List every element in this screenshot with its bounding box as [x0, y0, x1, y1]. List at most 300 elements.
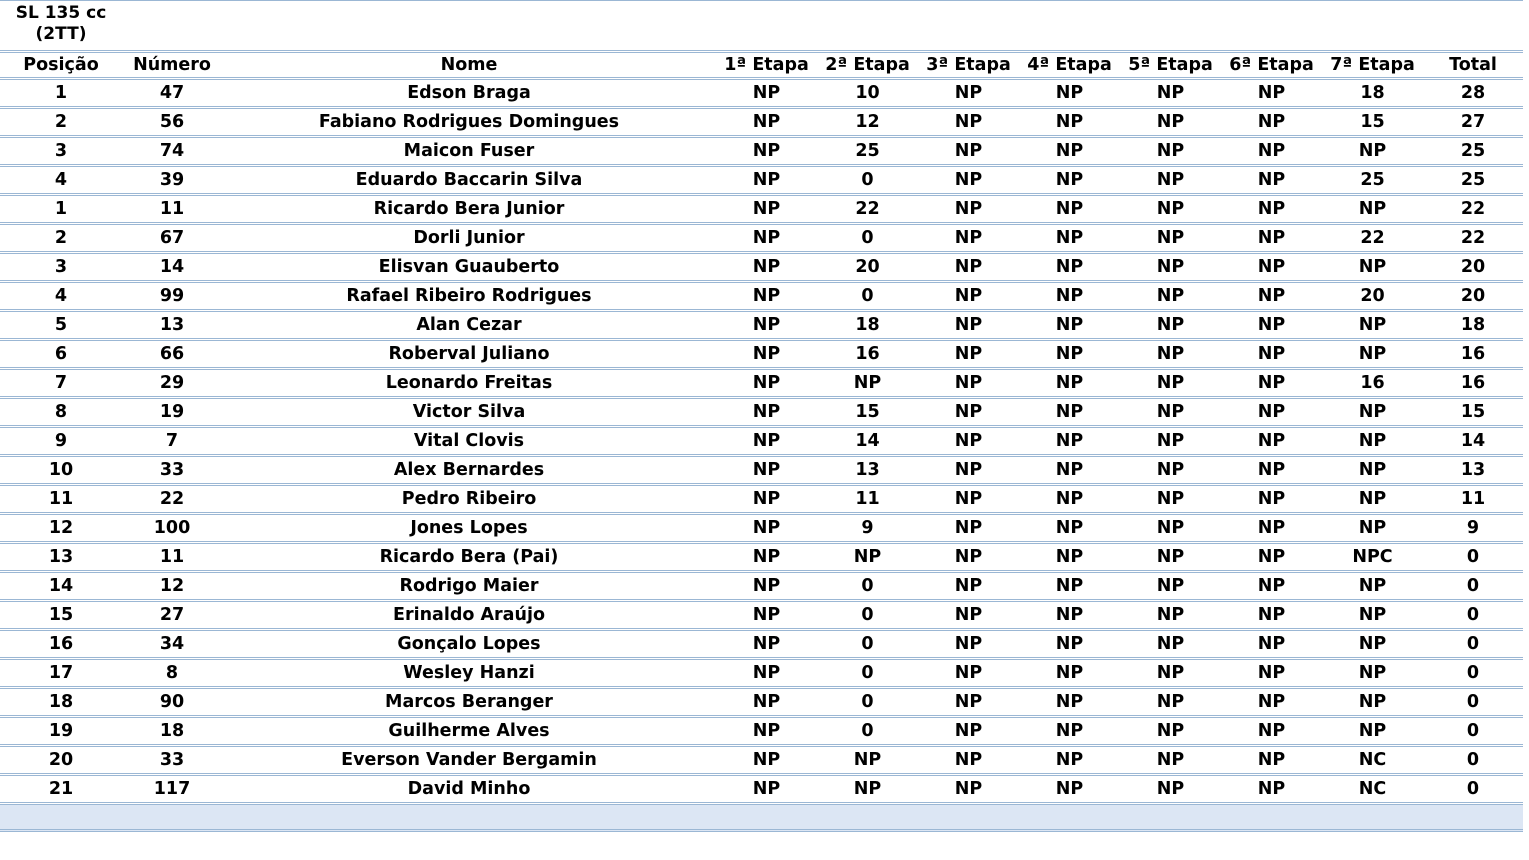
etapa-5-cell: NP [1156, 401, 1185, 422]
etapa-2-cell: 0 [861, 575, 874, 596]
etapa-7-cell: NPC [1352, 546, 1393, 567]
total-cell: 25 [1460, 140, 1486, 161]
posicao-cell: 14 [48, 575, 74, 596]
etapa-6-cell: NP [1257, 778, 1286, 799]
header-nome: Nome [440, 54, 498, 75]
etapa-5-cell: NP [1156, 691, 1185, 712]
nome-cell: David Minho [407, 778, 531, 799]
total-cell: 28 [1460, 82, 1486, 103]
etapa-4-cell: NP [1055, 285, 1084, 306]
numero-cell: 66 [159, 343, 185, 364]
nome-cell: Marcos Beranger [385, 691, 553, 712]
etapa-2-cell: 0 [861, 227, 874, 248]
etapa-2-cell: 0 [861, 662, 874, 683]
total-cell: 20 [1460, 256, 1486, 277]
posicao-cell: 17 [48, 662, 74, 683]
total-cell: 13 [1460, 459, 1486, 480]
table-row [0, 109, 1523, 138]
etapa-1-cell: NP [752, 575, 781, 596]
total-cell: 22 [1460, 198, 1486, 219]
etapa-6-cell: NP [1257, 140, 1286, 161]
etapa-2-cell: 25 [855, 140, 880, 161]
etapa-5-cell: NP [1156, 82, 1185, 103]
etapa-2-cell: NP [853, 778, 882, 799]
table-row [0, 370, 1523, 399]
total-cell: 22 [1460, 227, 1486, 248]
etapa-3-cell: NP [954, 169, 983, 190]
etapa-7-cell: NP [1358, 575, 1387, 596]
etapa-6-cell: NP [1257, 169, 1286, 190]
numero-cell: 19 [159, 401, 185, 422]
table-row [0, 312, 1523, 341]
etapa-5-cell: NP [1156, 546, 1185, 567]
header-etapa-2: 2ª Etapa [825, 54, 910, 75]
etapa-2-cell: NP [853, 749, 882, 770]
table-row [0, 718, 1523, 747]
etapa-6-cell: NP [1257, 198, 1286, 219]
etapa-1-cell: NP [752, 256, 781, 277]
etapa-2-cell: 14 [855, 430, 880, 451]
numero-cell: 67 [159, 227, 185, 248]
table-row [0, 138, 1523, 167]
header-etapa-1: 1ª Etapa [724, 54, 809, 75]
posicao-cell: 1 [54, 198, 68, 219]
etapa-3-cell: NP [954, 546, 983, 567]
etapa-6-cell: NP [1257, 633, 1286, 654]
table-row [0, 341, 1523, 370]
table-row [0, 776, 1523, 805]
etapa-5-cell: NP [1156, 198, 1185, 219]
numero-cell: 47 [159, 82, 185, 103]
etapa-5-cell: NP [1156, 517, 1185, 538]
numero-cell: 29 [159, 372, 185, 393]
etapa-4-cell: NP [1055, 256, 1084, 277]
numero-cell: 39 [159, 169, 185, 190]
etapa-1-cell: NP [752, 140, 781, 161]
etapa-2-cell: 18 [855, 314, 880, 335]
numero-cell: 7 [165, 430, 179, 451]
etapa-5-cell: NP [1156, 111, 1185, 132]
total-cell: 27 [1460, 111, 1486, 132]
etapa-1-cell: NP [752, 227, 781, 248]
etapa-5-cell: NP [1156, 314, 1185, 335]
etapa-3-cell: NP [954, 111, 983, 132]
table-row [0, 254, 1523, 283]
etapa-4-cell: NP [1055, 691, 1084, 712]
header-etapa-6: 6ª Etapa [1229, 54, 1314, 75]
etapa-2-cell: 15 [855, 401, 880, 422]
etapa-3-cell: NP [954, 575, 983, 596]
total-cell: 0 [1466, 662, 1480, 683]
etapa-2-cell: NP [853, 372, 882, 393]
nome-cell: Maicon Fuser [403, 140, 535, 161]
nome-cell: Eduardo Baccarin Silva [355, 169, 583, 190]
total-cell: 14 [1460, 430, 1486, 451]
etapa-2-cell: 12 [855, 111, 880, 132]
table-row [0, 515, 1523, 544]
etapa-1-cell: NP [752, 749, 781, 770]
total-cell: 15 [1460, 401, 1486, 422]
etapa-2-cell: 0 [861, 604, 874, 625]
etapa-1-cell: NP [752, 459, 781, 480]
etapa-4-cell: NP [1055, 604, 1084, 625]
total-cell: 18 [1460, 314, 1486, 335]
table-row [0, 167, 1523, 196]
table-row [0, 631, 1523, 660]
table-row [0, 457, 1523, 486]
etapa-7-cell: NP [1358, 691, 1387, 712]
etapa-4-cell: NP [1055, 82, 1084, 103]
table-row [0, 573, 1523, 602]
etapa-3-cell: NP [954, 488, 983, 509]
table-row [0, 689, 1523, 718]
table-row [0, 196, 1523, 225]
etapa-5-cell: NP [1156, 633, 1185, 654]
posicao-cell: 4 [54, 285, 68, 306]
etapa-6-cell: NP [1257, 720, 1286, 741]
header-row [0, 50, 1523, 80]
etapa-7-cell: NP [1358, 430, 1387, 451]
etapa-5-cell: NP [1156, 662, 1185, 683]
etapa-4-cell: NP [1055, 430, 1084, 451]
etapa-1-cell: NP [752, 691, 781, 712]
etapa-3-cell: NP [954, 82, 983, 103]
etapa-7-cell: NP [1358, 314, 1387, 335]
posicao-cell: 9 [54, 430, 68, 451]
etapa-6-cell: NP [1257, 285, 1286, 306]
etapa-4-cell: NP [1055, 720, 1084, 741]
total-cell: 0 [1466, 691, 1480, 712]
etapa-4-cell: NP [1055, 169, 1084, 190]
posicao-cell: 2 [54, 111, 68, 132]
etapa-6-cell: NP [1257, 343, 1286, 364]
etapa-2-cell: 9 [861, 517, 874, 538]
etapa-1-cell: NP [752, 778, 781, 799]
etapa-5-cell: NP [1156, 488, 1185, 509]
etapa-4-cell: NP [1055, 140, 1084, 161]
nome-cell: Alan Cezar [416, 314, 522, 335]
nome-cell: Victor Silva [412, 401, 526, 422]
etapa-3-cell: NP [954, 430, 983, 451]
etapa-1-cell: NP [752, 169, 781, 190]
etapa-7-cell: NP [1358, 662, 1387, 683]
etapa-6-cell: NP [1257, 517, 1286, 538]
table-row [0, 399, 1523, 428]
numero-cell: 18 [159, 720, 185, 741]
total-cell: 0 [1466, 575, 1480, 596]
etapa-7-cell: NP [1358, 343, 1387, 364]
posicao-cell: 3 [54, 256, 68, 277]
etapa-4-cell: NP [1055, 778, 1084, 799]
numero-cell: 117 [153, 778, 191, 799]
etapa-4-cell: NP [1055, 633, 1084, 654]
etapa-6-cell: NP [1257, 111, 1286, 132]
numero-cell: 11 [159, 198, 185, 219]
numero-cell: 12 [159, 575, 185, 596]
etapa-5-cell: NP [1156, 227, 1185, 248]
etapa-5-cell: NP [1156, 372, 1185, 393]
header-etapa-3: 3ª Etapa [926, 54, 1011, 75]
nome-cell: Guilherme Alves [388, 720, 550, 741]
etapa-6-cell: NP [1257, 546, 1286, 567]
etapa-3-cell: NP [954, 691, 983, 712]
etapa-6-cell: NP [1257, 488, 1286, 509]
header-total: Total [1449, 54, 1497, 75]
etapa-3-cell: NP [954, 343, 983, 364]
etapa-5-cell: NP [1156, 575, 1185, 596]
total-cell: 0 [1466, 720, 1480, 741]
nome-cell: Leonardo Freitas [385, 372, 553, 393]
posicao-cell: 5 [54, 314, 68, 335]
header-etapa-7: 7ª Etapa [1330, 54, 1415, 75]
numero-cell: 99 [159, 285, 185, 306]
etapa-7-cell: NP [1358, 720, 1387, 741]
nome-cell: Pedro Ribeiro [401, 488, 537, 509]
etapa-2-cell: 13 [855, 459, 880, 480]
etapa-7-cell: NC [1358, 778, 1387, 799]
etapa-3-cell: NP [954, 372, 983, 393]
numero-cell: 33 [159, 749, 185, 770]
numero-cell: 11 [159, 546, 185, 567]
etapa-1-cell: NP [752, 430, 781, 451]
etapa-1-cell: NP [752, 285, 781, 306]
etapa-5-cell: NP [1156, 285, 1185, 306]
etapa-7-cell: NP [1358, 604, 1387, 625]
etapa-7-cell: NC [1358, 749, 1387, 770]
etapa-7-cell: 20 [1360, 285, 1385, 306]
etapa-1-cell: NP [752, 343, 781, 364]
etapa-6-cell: NP [1257, 459, 1286, 480]
table-row [0, 486, 1523, 515]
numero-cell: 14 [159, 256, 185, 277]
etapa-2-cell: 10 [855, 82, 880, 103]
etapa-5-cell: NP [1156, 430, 1185, 451]
etapa-6-cell: NP [1257, 401, 1286, 422]
posicao-cell: 21 [48, 778, 74, 799]
etapa-1-cell: NP [752, 720, 781, 741]
table-row [0, 80, 1523, 109]
etapa-5-cell: NP [1156, 604, 1185, 625]
etapa-1-cell: NP [752, 111, 781, 132]
etapa-7-cell: NP [1358, 401, 1387, 422]
etapa-3-cell: NP [954, 749, 983, 770]
etapa-2-cell: 20 [855, 256, 880, 277]
etapa-3-cell: NP [954, 459, 983, 480]
etapa-6-cell: NP [1257, 82, 1286, 103]
table-body [0, 80, 1523, 805]
nome-cell: Dorli Junior [413, 227, 525, 248]
nome-cell: Erinaldo Araújo [393, 604, 545, 625]
total-cell: 20 [1460, 285, 1486, 306]
total-cell: 0 [1466, 633, 1480, 654]
posicao-cell: 18 [48, 691, 74, 712]
etapa-3-cell: NP [954, 778, 983, 799]
nome-cell: Fabiano Rodrigues Domingues [318, 111, 620, 132]
nome-cell: Edson Braga [407, 82, 531, 103]
etapa-5-cell: NP [1156, 720, 1185, 741]
posicao-cell: 10 [48, 459, 74, 480]
numero-cell: 13 [159, 314, 185, 335]
nome-cell: Elisvan Guauberto [378, 256, 560, 277]
etapa-6-cell: NP [1257, 227, 1286, 248]
etapa-1-cell: NP [752, 662, 781, 683]
etapa-4-cell: NP [1055, 198, 1084, 219]
etapa-3-cell: NP [954, 140, 983, 161]
etapa-1-cell: NP [752, 372, 781, 393]
posicao-cell: 12 [48, 517, 74, 538]
etapa-2-cell: 0 [861, 720, 874, 741]
nome-cell: Rodrigo Maier [399, 575, 539, 596]
nome-cell: Roberval Juliano [388, 343, 550, 364]
etapa-6-cell: NP [1257, 256, 1286, 277]
etapa-3-cell: NP [954, 256, 983, 277]
etapa-3-cell: NP [954, 604, 983, 625]
etapa-7-cell: 22 [1360, 227, 1385, 248]
etapa-3-cell: NP [954, 401, 983, 422]
numero-cell: 56 [159, 111, 185, 132]
etapa-5-cell: NP [1156, 343, 1185, 364]
etapa-4-cell: NP [1055, 111, 1084, 132]
etapa-1-cell: NP [752, 401, 781, 422]
etapa-5-cell: NP [1156, 459, 1185, 480]
etapa-2-cell: NP [853, 546, 882, 567]
etapa-4-cell: NP [1055, 459, 1084, 480]
header-etapa-5: 5ª Etapa [1128, 54, 1213, 75]
etapa-6-cell: NP [1257, 604, 1286, 625]
posicao-cell: 15 [48, 604, 74, 625]
nome-cell: Ricardo Bera (Pai) [379, 546, 559, 567]
total-cell: 0 [1466, 749, 1480, 770]
etapa-3-cell: NP [954, 198, 983, 219]
numero-cell: 74 [159, 140, 185, 161]
numero-cell: 27 [159, 604, 185, 625]
etapa-1-cell: NP [752, 517, 781, 538]
header-posicao: Posição [23, 54, 99, 75]
numero-cell: 34 [159, 633, 185, 654]
etapa-2-cell: 22 [855, 198, 880, 219]
etapa-4-cell: NP [1055, 227, 1084, 248]
title-block [0, 0, 1523, 50]
etapa-7-cell: NP [1358, 256, 1387, 277]
category-title: SL 135 cc (2TT) [15, 3, 107, 44]
etapa-4-cell: NP [1055, 314, 1084, 335]
etapa-2-cell: 0 [861, 285, 874, 306]
etapa-2-cell: 0 [861, 633, 874, 654]
numero-cell: 100 [153, 517, 191, 538]
etapa-1-cell: NP [752, 82, 781, 103]
etapa-6-cell: NP [1257, 430, 1286, 451]
etapa-2-cell: 16 [855, 343, 880, 364]
posicao-cell: 20 [48, 749, 74, 770]
etapa-4-cell: NP [1055, 546, 1084, 567]
nome-cell: Alex Bernardes [393, 459, 545, 480]
etapa-1-cell: NP [752, 633, 781, 654]
table-row [0, 602, 1523, 631]
posicao-cell: 7 [54, 372, 68, 393]
nome-cell: Rafael Ribeiro Rodrigues [346, 285, 592, 306]
posicao-cell: 13 [48, 546, 74, 567]
posicao-cell: 2 [54, 227, 68, 248]
numero-cell: 33 [159, 459, 185, 480]
nome-cell: Jones Lopes [410, 517, 528, 538]
etapa-6-cell: NP [1257, 575, 1286, 596]
etapa-7-cell: 25 [1360, 169, 1385, 190]
etapa-5-cell: NP [1156, 778, 1185, 799]
total-cell: 0 [1466, 546, 1480, 567]
numero-cell: 90 [159, 691, 185, 712]
table-row [0, 544, 1523, 573]
numero-cell: 22 [159, 488, 185, 509]
etapa-1-cell: NP [752, 546, 781, 567]
footer-band [0, 805, 1523, 832]
table-row [0, 747, 1523, 776]
nome-cell: Gonçalo Lopes [397, 633, 541, 654]
total-cell: 16 [1460, 372, 1486, 393]
posicao-cell: 1 [54, 82, 68, 103]
etapa-7-cell: NP [1358, 140, 1387, 161]
etapa-6-cell: NP [1257, 372, 1286, 393]
etapa-6-cell: NP [1257, 691, 1286, 712]
etapa-3-cell: NP [954, 227, 983, 248]
header-etapa-4: 4ª Etapa [1027, 54, 1112, 75]
etapa-3-cell: NP [954, 314, 983, 335]
etapa-4-cell: NP [1055, 517, 1084, 538]
etapa-1-cell: NP [752, 198, 781, 219]
posicao-cell: 19 [48, 720, 74, 741]
etapa-4-cell: NP [1055, 749, 1084, 770]
table-row [0, 428, 1523, 457]
etapa-7-cell: NP [1358, 488, 1387, 509]
etapa-1-cell: NP [752, 488, 781, 509]
etapa-7-cell: 16 [1360, 372, 1385, 393]
total-cell: 9 [1466, 517, 1480, 538]
etapa-7-cell: NP [1358, 198, 1387, 219]
total-cell: 0 [1466, 778, 1480, 799]
etapa-2-cell: 0 [861, 691, 874, 712]
nome-cell: Vital Clovis [413, 430, 525, 451]
etapa-4-cell: NP [1055, 575, 1084, 596]
etapa-5-cell: NP [1156, 749, 1185, 770]
total-cell: 11 [1460, 488, 1486, 509]
table-row [0, 660, 1523, 689]
etapa-5-cell: NP [1156, 140, 1185, 161]
nome-cell: Ricardo Bera Junior [373, 198, 565, 219]
total-cell: 25 [1460, 169, 1486, 190]
numero-cell: 8 [165, 662, 179, 683]
etapa-1-cell: NP [752, 604, 781, 625]
etapa-4-cell: NP [1055, 401, 1084, 422]
etapa-4-cell: NP [1055, 343, 1084, 364]
etapa-7-cell: NP [1358, 459, 1387, 480]
table-row [0, 225, 1523, 254]
posicao-cell: 11 [48, 488, 74, 509]
posicao-cell: 16 [48, 633, 74, 654]
posicao-cell: 8 [54, 401, 68, 422]
etapa-3-cell: NP [954, 662, 983, 683]
etapa-3-cell: NP [954, 633, 983, 654]
etapa-7-cell: 15 [1360, 111, 1385, 132]
etapa-5-cell: NP [1156, 256, 1185, 277]
nome-cell: Everson Vander Bergamin [341, 749, 597, 770]
etapa-6-cell: NP [1257, 662, 1286, 683]
etapa-7-cell: NP [1358, 633, 1387, 654]
posicao-cell: 3 [54, 140, 68, 161]
etapa-4-cell: NP [1055, 662, 1084, 683]
posicao-cell: 6 [54, 343, 68, 364]
etapa-3-cell: NP [954, 517, 983, 538]
etapa-4-cell: NP [1055, 372, 1084, 393]
total-cell: 16 [1460, 343, 1486, 364]
